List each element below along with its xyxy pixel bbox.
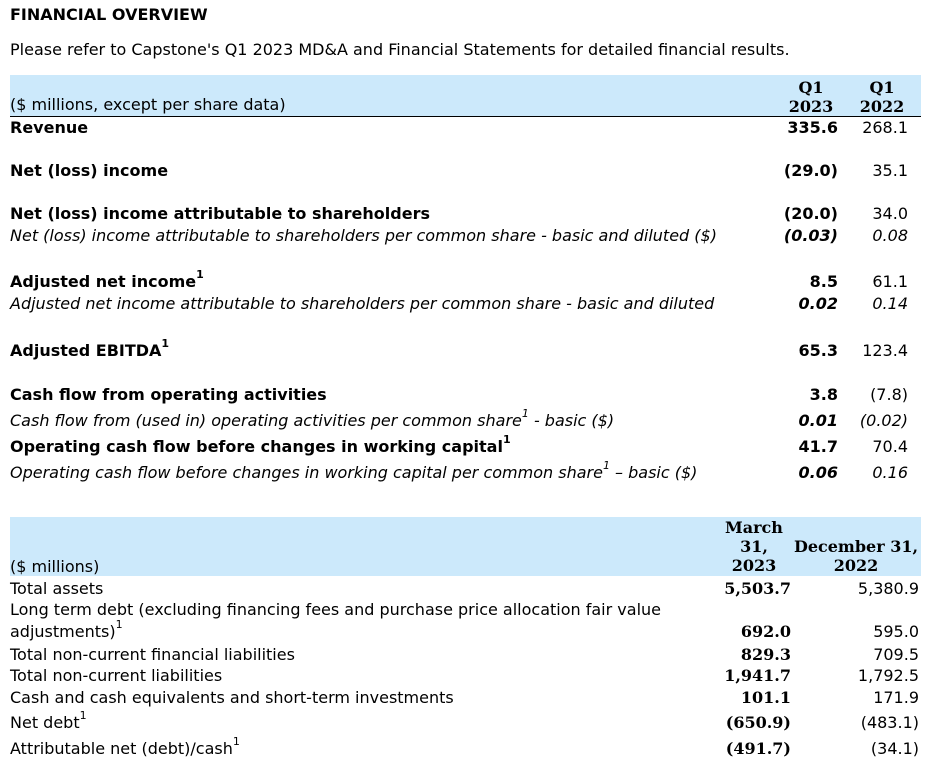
value-q1-2023: 0.01 (798, 411, 838, 430)
table-row (10, 267, 921, 293)
table1-col2-header (852, 78, 912, 116)
row-label: Revenue (10, 118, 89, 137)
row-label: Net (loss) income attributable to shareholders per common share - basic and diluted ($) (10, 226, 717, 245)
row-label: Adjusted net income attributable to shareholders per common share - basic and diluted (10, 294, 715, 313)
row-label-text: Attributable net (debt)/cash (10, 739, 233, 758)
table-row (10, 384, 921, 406)
table-row (10, 225, 921, 247)
table-row (10, 458, 921, 484)
value-dec-2022: 709.5 (873, 645, 919, 664)
table-row (10, 293, 921, 315)
row-label: Total assets (10, 579, 104, 598)
value-q1-2023: 41.7 (798, 437, 838, 456)
footnote-marker: 1 (521, 406, 529, 420)
table-row (10, 406, 921, 432)
table-row (10, 665, 921, 687)
value-mar-2023: 829.3 (740, 645, 791, 664)
table2-col1-header (716, 518, 792, 575)
table2-header (10, 517, 921, 576)
row-label (10, 599, 710, 643)
value-q1-2023: 65.3 (798, 341, 838, 360)
col1-header-line: 31, (740, 537, 768, 556)
table-row (10, 336, 921, 362)
value-dec-2022: (34.1) (870, 739, 919, 758)
table-row (10, 599, 921, 643)
row-label-text: Net debt (10, 713, 80, 732)
value-mar-2023: 5,503.7 (724, 579, 791, 598)
value-q1-2022: 0.16 (872, 463, 908, 482)
table-row (10, 203, 921, 225)
footnote-marker: 1 (196, 267, 204, 281)
row-label: Total non-current liabilities (10, 666, 223, 685)
value-q1-2022: 34.0 (872, 204, 908, 223)
row-label-text: Cash flow from (used in) operating activities per common share (10, 411, 522, 430)
row-label (10, 458, 698, 484)
row-label: Cash flow from operating activities (10, 385, 327, 404)
value-q1-2022: (0.02) (859, 411, 908, 430)
footnote-marker: 1 (115, 617, 123, 631)
value-mar-2023: (491.7) (725, 739, 791, 758)
value-q1-2023: 3.8 (809, 385, 838, 404)
value-q1-2023: (0.03) (783, 226, 838, 245)
row-label-suffix: - basic ($) (528, 411, 615, 430)
value-q1-2022: 70.4 (872, 437, 908, 456)
table-row (10, 734, 921, 760)
value-dec-2022: 171.9 (873, 688, 919, 707)
value-q1-2023: 335.6 (787, 118, 838, 137)
value-mar-2023: 101.1 (740, 688, 791, 707)
row-label (10, 406, 615, 432)
row-label-text: Adjusted net income (10, 272, 197, 291)
footnote-marker: 1 (502, 432, 511, 446)
col1-header-line: 2023 (788, 97, 834, 116)
value-dec-2022: 5,380.9 (857, 579, 919, 598)
table1-unit-label: ($ millions, except per share data) (10, 95, 286, 114)
intro-text: Please refer to Capstone's Q1 2023 MD&A and Financial Statements for detailed financial results. (10, 40, 790, 59)
footnote-marker: 1 (602, 458, 610, 472)
value-q1-2022: (7.8) (870, 385, 908, 404)
table-row (10, 708, 921, 734)
row-label (10, 708, 87, 734)
col2-header-line: 2022 (859, 97, 905, 116)
section-title: FINANCIAL OVERVIEW (10, 5, 208, 24)
value-q1-2022: 0.14 (872, 294, 908, 313)
row-label-text: Operating cash flow before changes in working capital per common share (10, 463, 603, 482)
footnote-marker: 1 (232, 734, 240, 748)
col1-header-line: 2023 (731, 556, 777, 575)
row-label-text: Operating cash flow before changes in working capital (10, 437, 503, 456)
row-label: Net (loss) income attributable to shareholders (10, 204, 430, 223)
value-q1-2023: 8.5 (809, 272, 838, 291)
table2-col2-header (786, 537, 926, 575)
table1-col1-header (781, 78, 841, 116)
table-row (10, 687, 921, 709)
col1-header-line: March (725, 518, 783, 537)
row-label: Net (loss) income (10, 161, 169, 180)
value-q1-2022: 268.1 (862, 118, 908, 137)
row-label-text: Long term debt (excluding financing fees and purchase price allocation fair value adjustments) (10, 600, 661, 641)
value-q1-2023: 0.06 (798, 463, 838, 482)
value-q1-2023: (20.0) (783, 204, 838, 223)
row-label-suffix: – basic ($) (609, 463, 698, 482)
value-q1-2023: 0.02 (798, 294, 838, 313)
table-row (10, 432, 921, 458)
table-row (10, 644, 921, 666)
table-row (10, 578, 921, 600)
col1-header-line: Q1 (798, 78, 824, 97)
col2-header-line: Q1 (869, 78, 895, 97)
value-q1-2022: 0.08 (872, 226, 908, 245)
col2-header-line: 2022 (833, 556, 879, 575)
row-label (10, 734, 240, 760)
table-row (10, 160, 921, 182)
table-row (10, 117, 921, 139)
value-q1-2023: (29.0) (783, 161, 838, 180)
row-label-text: Adjusted EBITDA (10, 341, 162, 360)
table2-unit-label: ($ millions) (10, 557, 100, 576)
value-dec-2022: 1,792.5 (857, 666, 919, 685)
table1-header (10, 75, 921, 117)
row-label (10, 432, 511, 458)
value-q1-2022: 123.4 (862, 341, 908, 360)
row-label (10, 336, 170, 362)
footnote-marker: 1 (79, 708, 87, 722)
value-dec-2022: (483.1) (860, 713, 919, 732)
value-dec-2022: 595.0 (873, 622, 919, 641)
row-label (10, 267, 204, 293)
value-mar-2023: (650.9) (725, 713, 791, 732)
row-label: Total non-current financial liabilities (10, 645, 295, 664)
value-mar-2023: 692.0 (740, 622, 791, 641)
footnote-marker: 1 (161, 336, 170, 350)
col2-header-line: December 31, (793, 537, 919, 556)
value-q1-2022: 61.1 (872, 272, 908, 291)
row-label: Cash and cash equivalents and short-term investments (10, 688, 454, 707)
value-q1-2022: 35.1 (872, 161, 908, 180)
value-mar-2023: 1,941.7 (724, 666, 791, 685)
